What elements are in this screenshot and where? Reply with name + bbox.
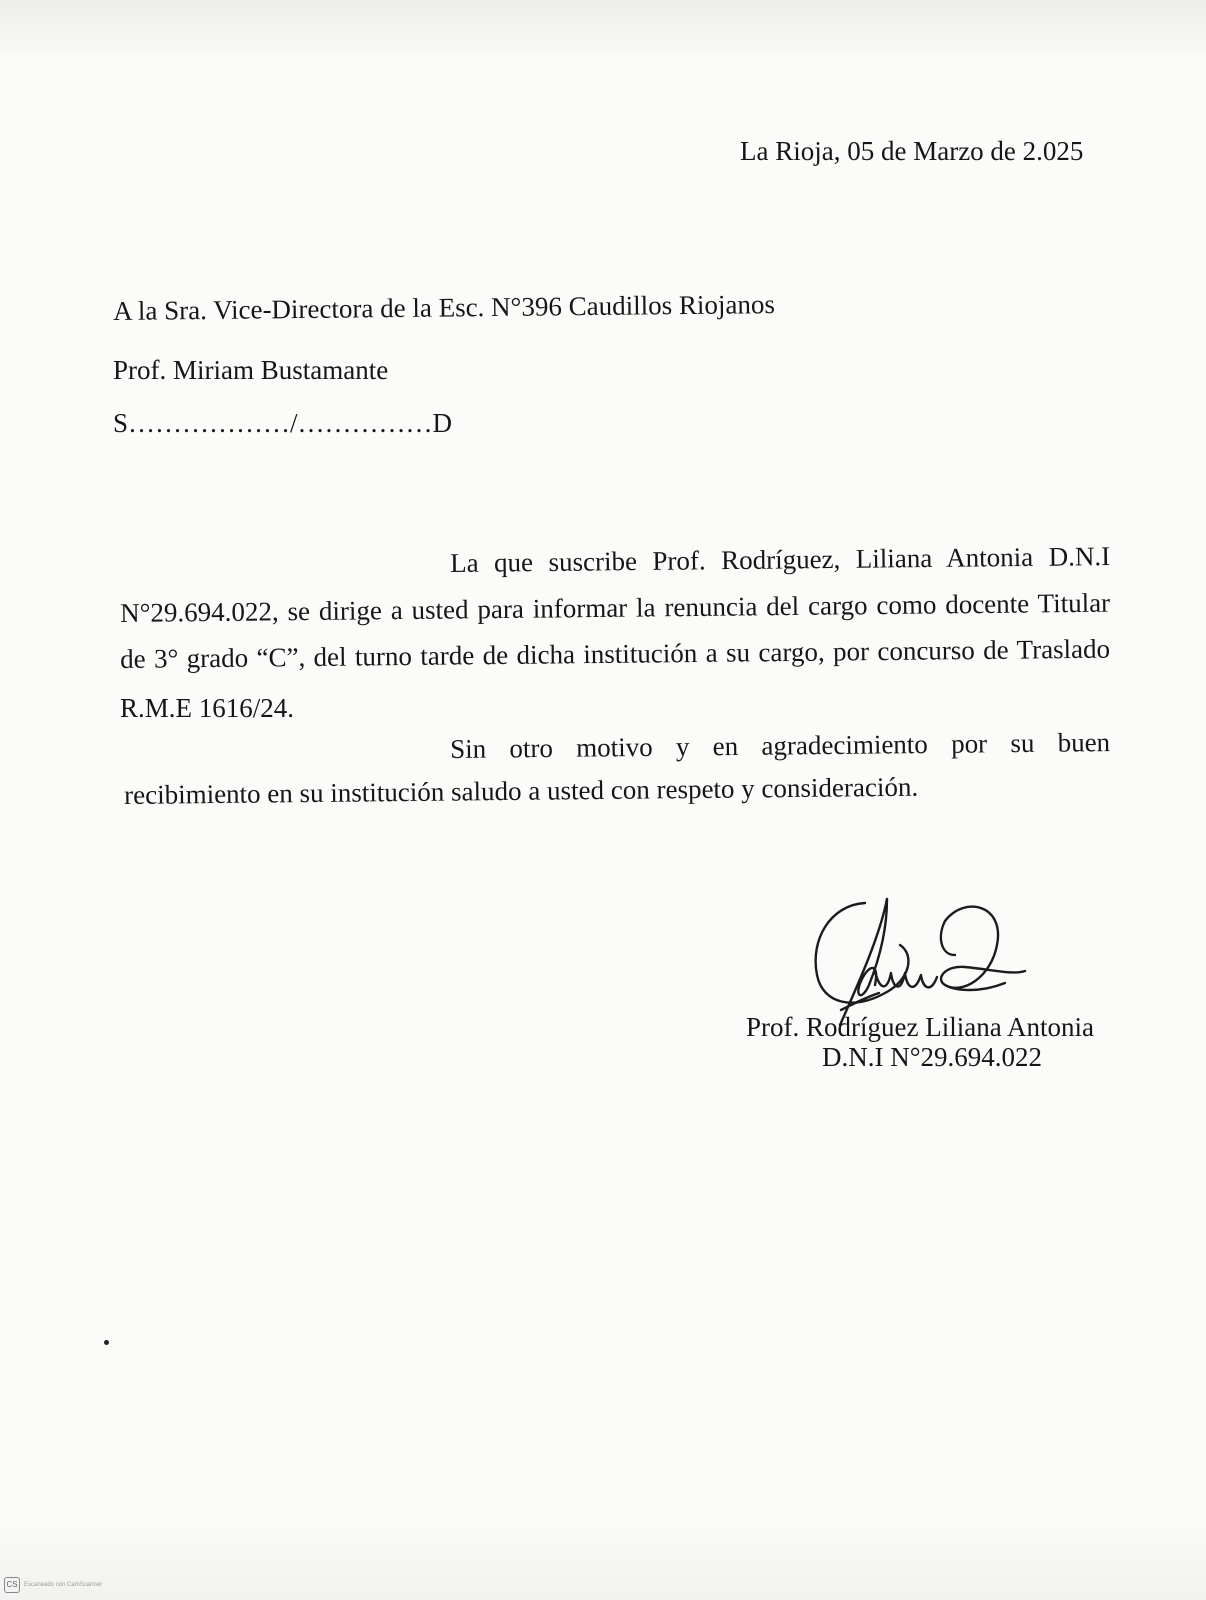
recipient-line-2: Prof. Miriam Bustamante — [113, 355, 389, 385]
body-paragraph-2-line-2: recibimiento en su institución saludo a usted con respeto y consideración. — [123, 771, 919, 810]
body-paragraph-1-line-4: R.M.E 1616/24. — [120, 693, 295, 723]
body-paragraph-2-line-1: Sin otro motivo y en agradecimiento por su buen — [449, 727, 1111, 764]
watermark-caption: Escaneado con CamScanner — [24, 1582, 103, 1588]
body-paragraph-1-line-1: La que suscribe Prof. Rodríguez, Liliana Antonia D.N.I — [449, 541, 1111, 578]
recipient-line-1: A la Sra. Vice-Directora de la Esc. N°396 Caudillos Riojanos — [112, 289, 776, 326]
body-paragraph-1-line-3: de 3° grado “C”, del turno tarde de dicha institución a su cargo, por concurso de Traslado — [119, 633, 1111, 674]
signature-name: Prof. Rodríguez Liliana Antonia — [746, 1012, 1094, 1042]
camscanner-logo-icon: CS — [4, 1577, 20, 1593]
scanner-watermark — [4, 1577, 102, 1593]
ink-speck — [104, 1340, 109, 1345]
body-paragraph-1-line-2: N°29.694.022, se dirige a usted para informar la renuncia del cargo como docente Titular — [119, 587, 1111, 628]
recipient-line-3: S………………/……………D — [113, 408, 453, 438]
signature-dni: D.N.I N°29.694.022 — [822, 1042, 1043, 1072]
date-line: La Rioja, 05 de Marzo de 2.025 — [740, 136, 1084, 166]
